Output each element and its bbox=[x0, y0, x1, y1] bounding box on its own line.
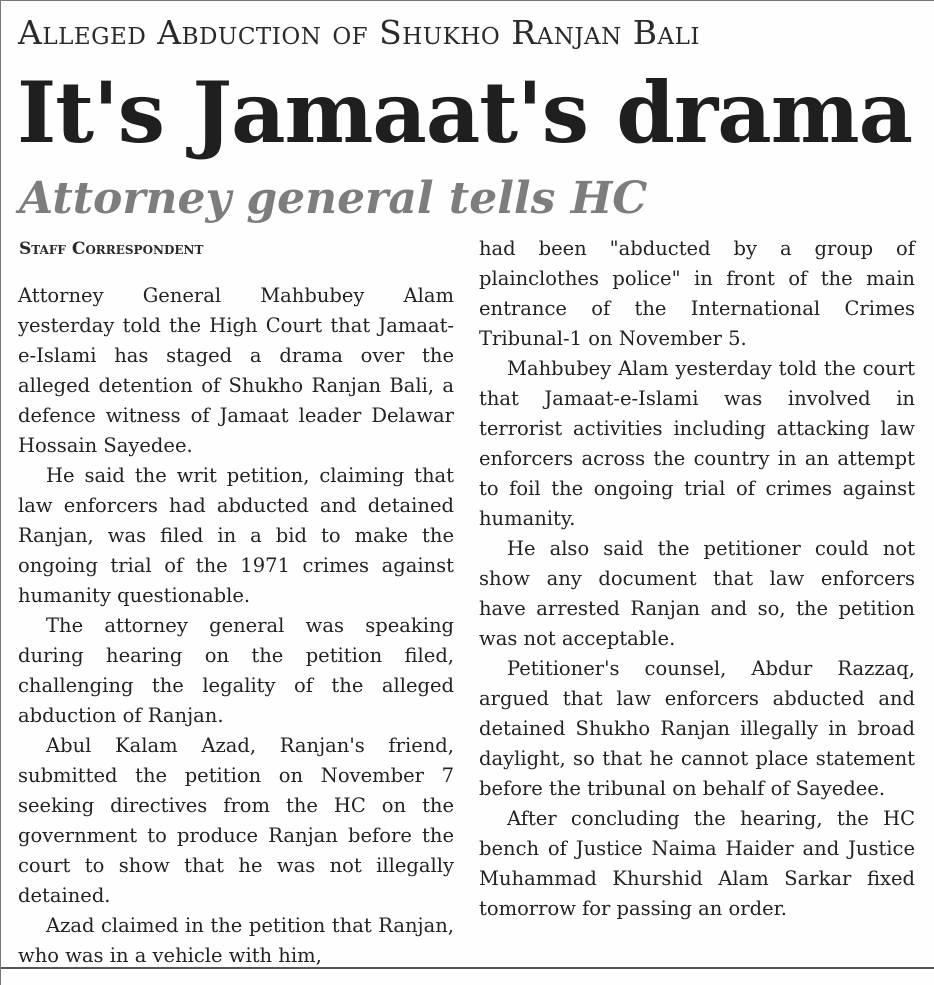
paragraph: Abul Kalam Azad, Ranjan's friend, submitted the petition on November 7 seeking directives from the HC on the government to produce Ranjan before the court to show that he was not illegally detained. bbox=[18, 734, 454, 907]
subheadline: Attorney general tells HC bbox=[19, 173, 648, 224]
headline: It's Jamaat's drama bbox=[17, 63, 913, 162]
paragraph: Azad claimed in the petition that Ranjan, who was in a vehicle with him, bbox=[18, 914, 454, 967]
paragraph: had been "abducted by a group of plainclothes police" in front of the main entrance of the International Crimes Tribunal-1 on November 5. bbox=[479, 237, 915, 350]
bottom-rule bbox=[1, 967, 934, 969]
paragraph: He also said the petitioner could not show any document that law enforcers have arrested Ranjan and so, the petition was not acceptable. bbox=[479, 537, 915, 650]
right-column bbox=[479, 234, 915, 924]
paragraph: Petitioner's counsel, Abdur Razzaq, argued that law enforcers abducted and detained Shukho Ranjan illegally in broad daylight, so that he cannot place statement before the tribunal on behalf of Sayedee. bbox=[479, 657, 915, 800]
paragraph: After concluding the hearing, the HC bench of Justice Naima Haider and Justice Muhammad Khurshid Alam Sarkar fixed tomorrow for passing an order. bbox=[479, 807, 915, 920]
kicker: Alleged Abduction of Shukho Ranjan Bali bbox=[18, 13, 700, 52]
paragraph: The attorney general was speaking during hearing on the petition filed, challenging the legality of the alleged abduction of Ranjan. bbox=[18, 614, 454, 727]
left-column bbox=[18, 281, 454, 971]
paragraph: Mahbubey Alam yesterday told the court that Jamaat-e-Islami was involved in terrorist activities including attacking law enforcers across the country in an attempt to foil the ongoing trial of crimes against humanity. bbox=[479, 357, 915, 530]
paragraph: Attorney General Mahbubey Alam yesterday told the High Court that Jamaat-e-Islami has staged a drama over the alleged detention of Shukho Ranjan Bali, a defence witness of Jamaat leader Delawar Hossain Sayedee. bbox=[18, 284, 454, 457]
paragraph: He said the writ petition, claiming that law enforcers had abducted and detained Ranjan, was filed in a bid to make the ongoing trial of the 1971 crimes against humanity questionable. bbox=[18, 464, 454, 607]
byline: Staff Correspondent bbox=[19, 239, 204, 259]
